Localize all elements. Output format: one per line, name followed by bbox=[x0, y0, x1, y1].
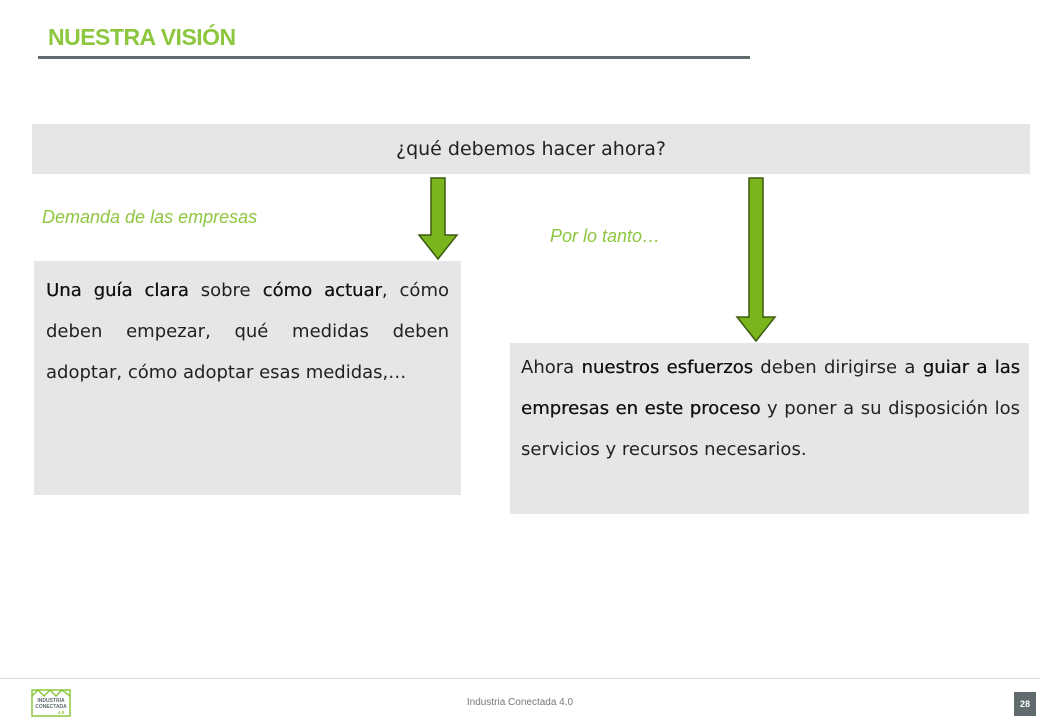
title-underline bbox=[38, 56, 750, 59]
left-label: Demanda de las empresas bbox=[42, 207, 258, 227]
left-text-1: sobre bbox=[188, 280, 263, 301]
question-text: ¿qué debemos hacer ahora? bbox=[395, 138, 666, 160]
right-text-box bbox=[510, 343, 1029, 514]
right-text-1: Ahora bbox=[521, 357, 582, 378]
right-bold-2: guiar a las empresas en este proceso bbox=[521, 357, 1021, 419]
logo-line-3: 4.0 bbox=[57, 710, 65, 715]
logo-line-1: INDUSTRIA bbox=[37, 698, 65, 704]
left-text-box bbox=[34, 261, 461, 495]
question-banner bbox=[32, 124, 1030, 174]
right-text-2: deben dirigirse a bbox=[753, 357, 923, 378]
page-number-badge bbox=[1014, 692, 1036, 716]
right-bold-1: nuestros esfuerzos bbox=[581, 357, 753, 378]
left-text-2: , cómo deben empezar, qué medidas deben adoptar, cómo adoptar esas medidas,… bbox=[46, 280, 449, 383]
arrow-down-left-icon bbox=[416, 177, 460, 261]
footer-center-text: Industria Conectada 4.0 bbox=[466, 697, 574, 708]
left-bold-1: Una guía clara bbox=[46, 280, 189, 301]
arrow-down-right-icon bbox=[734, 177, 778, 343]
right-label: Por lo tanto… bbox=[550, 226, 661, 246]
page-title: NUESTRA VISIÓN bbox=[48, 24, 236, 50]
footer-divider bbox=[0, 678, 1040, 679]
left-bold-2: cómo actuar bbox=[262, 280, 382, 301]
logo-line-2: CONECTADA bbox=[35, 704, 67, 710]
right-text-3: y poner a su disposición los servicios y recursos necesarios. bbox=[521, 398, 1021, 460]
page-number: 28 bbox=[1019, 699, 1030, 709]
